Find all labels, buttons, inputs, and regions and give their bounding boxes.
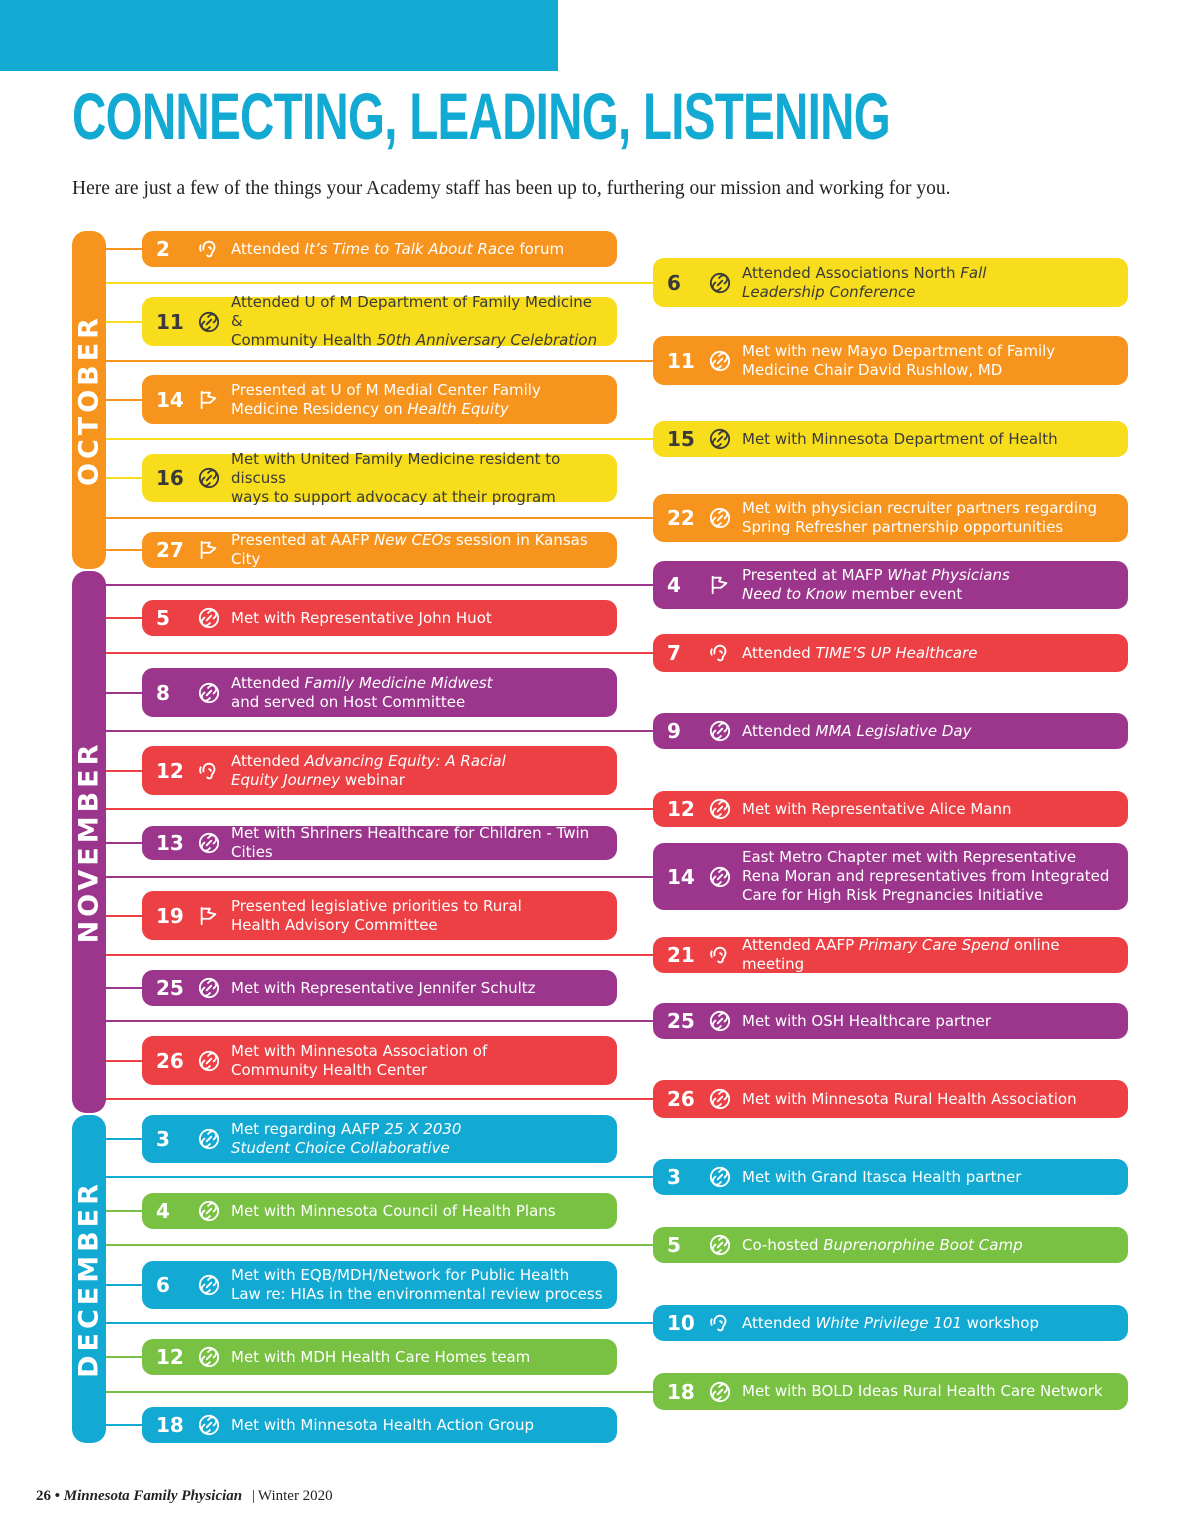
- month-label-december: DECEMBER: [73, 1180, 105, 1378]
- event-day: 11: [156, 309, 184, 334]
- event-title-italic: Student Choice Collaborative: [231, 1139, 450, 1157]
- event-text-segment: Met with United Family Medicine resident to discuss: [231, 449, 561, 487]
- listening-ear-icon: [198, 760, 220, 782]
- event-text-segment: Met with Minnesota Association of: [231, 1041, 488, 1060]
- event-item-november-13: [142, 826, 617, 860]
- event-text-segment: session in Kansas City: [231, 531, 588, 568]
- event-text-segment: Law re: HIAs in the environmental review process: [231, 1285, 603, 1303]
- event-text-segment: Met with BOLD Ideas Rural Health Care Network: [742, 1382, 1103, 1400]
- event-text-segment: Met with EQB/MDH/Network for Public Health: [231, 1266, 570, 1284]
- presenting-flag-icon: [198, 389, 220, 411]
- timeline-connector: [100, 477, 142, 479]
- event-description: [742, 1090, 1077, 1109]
- event-day: 22: [667, 506, 695, 530]
- event-text-segment: and served on Host Committee: [231, 692, 466, 711]
- event-title-italic: Family Medicine Midwest: [304, 673, 493, 692]
- event-day: 18: [156, 1413, 184, 1437]
- event-text-segment: East Metro Chapter met with Representative: [742, 848, 1077, 866]
- event-title-italic: Advancing Equity: A Racial: [304, 751, 506, 770]
- event-day: 12: [667, 797, 695, 821]
- event-day: 25: [667, 1009, 695, 1033]
- event-day: 19: [156, 903, 184, 928]
- event-item-october-14: [142, 375, 617, 424]
- listening-ear-icon: [709, 642, 731, 664]
- connecting-link-icon: [198, 1346, 220, 1368]
- event-title-italic: 50th Anniversary Celebration: [376, 331, 598, 349]
- event-day: 14: [156, 387, 184, 412]
- timeline-connector: [100, 617, 142, 619]
- event-day: 25: [156, 976, 184, 1000]
- timeline-connector: [100, 321, 142, 323]
- event-item-november-25: [653, 1003, 1128, 1039]
- event-description: [742, 430, 1058, 449]
- presenting-flag-icon: [709, 574, 731, 596]
- event-description: [231, 1042, 487, 1080]
- event-item-november-25: [142, 970, 617, 1006]
- event-title-italic: Fall: [960, 263, 987, 282]
- event-text-segment: Medicine Chair David Rushlow, MD: [742, 360, 1003, 379]
- event-item-december-4: [142, 1193, 617, 1229]
- event-title-italic: 25 X 2030: [384, 1120, 462, 1138]
- event-day: 5: [156, 606, 170, 630]
- event-item-december-6: [142, 1261, 617, 1309]
- event-description: [742, 644, 978, 663]
- event-title-italic: Primary Care Spend: [858, 936, 1010, 954]
- timeline-connector: [100, 876, 653, 878]
- event-description: [742, 1314, 1039, 1333]
- event-text-segment: Met with new Mayo Department of Family: [742, 341, 1056, 360]
- event-item-november-4: [653, 561, 1128, 609]
- event-title-italic: MMA Legislative Day: [815, 721, 972, 740]
- event-description: [742, 1382, 1103, 1401]
- connecting-link-icon: [198, 1414, 220, 1436]
- event-day: 7: [667, 641, 681, 665]
- event-item-october-11: [653, 336, 1128, 385]
- timeline-connector: [100, 1424, 142, 1426]
- event-day: 12: [156, 1345, 184, 1369]
- event-day: 6: [156, 1273, 170, 1297]
- connecting-link-icon: [709, 1381, 731, 1403]
- event-description: [231, 381, 541, 419]
- event-description: [742, 1012, 991, 1031]
- event-item-november-12: [653, 791, 1128, 827]
- event-text-segment: Attended: [231, 751, 305, 770]
- event-text-segment: Presented at U of M Medial Center Family: [231, 380, 541, 399]
- event-day: 4: [156, 1199, 170, 1223]
- presenting-flag-icon: [198, 539, 220, 561]
- timeline-connector: [100, 549, 142, 551]
- event-text-segment: Met with Minnesota Department of Health: [742, 429, 1058, 448]
- event-title-italic: White Privilege 101: [815, 1313, 962, 1332]
- event-title-italic: New CEOs: [374, 531, 452, 549]
- event-item-december-3: [142, 1115, 617, 1163]
- timeline-connector: [100, 652, 653, 654]
- event-title-italic: It’s Time to Talk About Race: [304, 239, 515, 258]
- event-description: [231, 240, 564, 259]
- event-text-segment: Met with Minnesota Health Action Group: [231, 1415, 535, 1434]
- event-item-november-19: [142, 891, 617, 940]
- event-text-segment: Presented legislative priorities to Rural: [231, 896, 522, 915]
- presenting-flag-icon: [198, 905, 220, 927]
- timeline-connector: [100, 517, 653, 519]
- event-description: [742, 342, 1055, 380]
- event-item-november-21: [653, 937, 1128, 973]
- event-text-segment: Attended: [231, 239, 305, 258]
- event-description: [231, 674, 493, 712]
- event-day: 4: [667, 573, 681, 597]
- event-item-october-2: [142, 231, 617, 267]
- listening-ear-icon: [709, 1312, 731, 1334]
- month-label-october: OCTOBER: [73, 314, 105, 486]
- event-text-segment: Health Advisory Committee: [231, 915, 438, 934]
- event-item-december-5: [653, 1227, 1128, 1263]
- event-description: [742, 566, 1010, 604]
- event-day: 21: [667, 943, 695, 967]
- event-day: 10: [667, 1311, 695, 1335]
- event-item-december-18: [142, 1407, 617, 1443]
- timeline-connector: [100, 1020, 653, 1022]
- event-text-segment: Met with Shriners Healthcare for Children - Twin Cities: [231, 824, 590, 861]
- event-day: 9: [667, 719, 681, 743]
- event-day: 27: [156, 538, 184, 562]
- event-item-december-12: [142, 1339, 617, 1375]
- event-day: 15: [667, 427, 695, 451]
- event-text-segment: member event: [846, 585, 963, 603]
- event-description: [742, 499, 1097, 537]
- event-text-segment: Met with Representative Jennifer Schultz: [231, 978, 536, 997]
- event-day: 18: [667, 1379, 695, 1404]
- event-title-italic: Equity Journey: [231, 770, 341, 789]
- event-day: 26: [156, 1048, 184, 1073]
- connecting-link-icon: [709, 866, 731, 888]
- event-description: [742, 1168, 1021, 1187]
- event-day: 12: [156, 758, 184, 783]
- listening-ear-icon: [198, 238, 220, 260]
- event-text-segment: Medicine Residency on: [231, 399, 408, 418]
- timeline-connector: [100, 360, 653, 362]
- event-description: [231, 752, 506, 790]
- event-day: 13: [156, 831, 184, 855]
- event-title-italic: TIME’S UP Healthcare: [815, 643, 978, 662]
- event-description: [742, 936, 1116, 974]
- event-description: [231, 1416, 534, 1435]
- event-text-segment: Care for High Risk Pregnancies Initiative: [742, 886, 1044, 904]
- event-day: 8: [156, 680, 170, 705]
- timeline-connector: [100, 1356, 142, 1358]
- event-day: 16: [156, 466, 184, 490]
- connecting-link-icon: [709, 798, 731, 820]
- event-item-november-14: [653, 843, 1128, 910]
- timeline-connector: [100, 584, 653, 586]
- event-text-segment: Spring Refresher partnership opportunities: [742, 518, 1064, 536]
- event-text-segment: Met with Grand Itasca Health partner: [742, 1167, 1022, 1186]
- footer-bullet: •: [54, 1488, 61, 1504]
- event-item-november-9: [653, 713, 1128, 749]
- connecting-link-icon: [709, 1234, 731, 1256]
- timeline-connector: [100, 987, 142, 989]
- event-description: [231, 824, 605, 862]
- event-title-italic: Need to Know: [742, 585, 847, 603]
- page-title: CONNECTING, LEADING, LISTENING: [72, 79, 890, 153]
- event-text-segment: workshop: [961, 1313, 1039, 1332]
- event-title-italic: Health Equity: [407, 399, 509, 418]
- event-day: 3: [156, 1127, 170, 1151]
- event-text-segment: Met with MDH Health Care Homes team: [231, 1347, 531, 1366]
- event-description: [231, 1266, 603, 1304]
- connecting-link-icon: [198, 467, 220, 489]
- event-text-segment: ways to support advocacy at their program: [231, 487, 556, 506]
- event-text-segment: Met with Minnesota Rural Health Association: [742, 1089, 1077, 1108]
- connecting-link-icon: [709, 720, 731, 742]
- timeline-connector: [100, 915, 142, 917]
- event-text-segment: Attended: [742, 1313, 816, 1332]
- timeline-connector: [100, 1391, 653, 1393]
- event-text-segment: Community Health Center: [231, 1060, 428, 1079]
- event-item-november-12: [142, 746, 617, 795]
- page-number: 26: [36, 1488, 51, 1504]
- timeline-connector: [100, 248, 142, 250]
- event-day: 2: [156, 237, 170, 261]
- timeline-connector: [100, 1284, 142, 1286]
- event-item-november-26: [142, 1036, 617, 1085]
- event-text-segment: Attended Associations North: [742, 263, 961, 282]
- listening-ear-icon: [709, 944, 731, 966]
- event-text-segment: Attended U of M Department of Family Medicine &: [231, 293, 593, 330]
- event-title-italic: What Physicians: [887, 566, 1010, 584]
- event-day: 6: [667, 270, 681, 295]
- event-item-december-18: [653, 1373, 1128, 1410]
- timeline-connector: [100, 770, 142, 772]
- connecting-link-icon: [709, 507, 731, 529]
- connecting-link-icon: [709, 1088, 731, 1110]
- event-description: [231, 1348, 530, 1367]
- event-description: [231, 450, 605, 507]
- event-title-italic: Leadership Conference: [742, 282, 916, 301]
- event-item-november-7: [653, 634, 1128, 672]
- event-description: [231, 1202, 556, 1221]
- event-title-italic: Buprenorphine Boot Camp: [823, 1235, 1023, 1254]
- event-day: 26: [667, 1087, 695, 1111]
- connecting-link-icon: [198, 1274, 220, 1296]
- connecting-link-icon: [198, 311, 220, 333]
- page-subtitle: Here are just a few of the things your Academy staff has been up to, furthering our mission and working for you.: [72, 178, 951, 199]
- timeline-connector: [100, 1060, 142, 1062]
- event-text-segment: Attended: [742, 721, 816, 740]
- event-description: [231, 897, 522, 935]
- event-item-december-3: [653, 1159, 1128, 1195]
- event-text-segment: online meeting: [742, 936, 1060, 973]
- event-text-segment: Met regarding AAFP: [231, 1120, 385, 1138]
- event-day: 3: [667, 1165, 681, 1189]
- event-day: 11: [667, 348, 695, 373]
- month-label-november: NOVEMBER: [73, 740, 105, 944]
- timeline-connector: [100, 954, 653, 956]
- connecting-link-icon: [709, 1010, 731, 1032]
- event-text-segment: Met with Representative John Huot: [231, 608, 492, 627]
- connecting-link-icon: [198, 832, 220, 854]
- event-description: [742, 264, 986, 302]
- timeline-connector: [100, 692, 142, 694]
- event-description: [231, 979, 536, 998]
- connecting-link-icon: [198, 1050, 220, 1072]
- event-text-segment: Presented at MAFP: [742, 566, 888, 584]
- event-text-segment: Co-hosted: [742, 1235, 824, 1254]
- event-text-segment: forum: [514, 239, 565, 258]
- connecting-link-icon: [709, 428, 731, 450]
- timeline-connector: [100, 1210, 142, 1212]
- event-item-october-27: [142, 532, 617, 568]
- event-text-segment: Met with Representative Alice Mann: [742, 799, 1012, 818]
- event-item-november-26: [653, 1080, 1128, 1118]
- connecting-link-icon: [198, 1200, 220, 1222]
- event-text-segment: Rena Moran and representatives from Integrated: [742, 867, 1110, 885]
- timeline-connector: [100, 842, 142, 844]
- timeline-connector: [100, 1098, 653, 1100]
- event-text-segment: webinar: [340, 770, 405, 789]
- event-day: 5: [667, 1233, 681, 1257]
- event-text-segment: Attended: [742, 643, 816, 662]
- connecting-link-icon: [709, 1166, 731, 1188]
- timeline-connector: [100, 808, 653, 810]
- event-description: [742, 848, 1109, 905]
- connecting-link-icon: [198, 607, 220, 629]
- connecting-link-icon: [709, 350, 731, 372]
- event-item-november-8: [142, 668, 617, 717]
- event-description: [742, 722, 971, 741]
- event-text-segment: Community Health: [231, 331, 377, 349]
- footer-separator: |: [251, 1488, 255, 1504]
- event-description: [231, 1120, 461, 1158]
- event-text-segment: Attended: [231, 673, 305, 692]
- event-description: [742, 800, 1012, 819]
- event-description: [742, 1236, 1023, 1255]
- event-text-segment: Met with physician recruiter partners regarding: [742, 499, 1098, 517]
- event-item-october-15: [653, 421, 1128, 457]
- timeline-connector: [100, 282, 653, 284]
- event-description: [231, 293, 605, 350]
- event-text-segment: Met with Minnesota Council of Health Plans: [231, 1201, 556, 1220]
- event-text-segment: Presented at AAFP: [231, 531, 375, 549]
- timeline-connector: [100, 438, 653, 440]
- timeline-connector: [100, 1244, 653, 1246]
- event-item-october-6: [653, 258, 1128, 307]
- event-item-october-11: [142, 293, 617, 349]
- event-item-october-16: [142, 449, 617, 506]
- connecting-link-icon: [709, 272, 731, 294]
- timeline-connector: [100, 1322, 653, 1324]
- event-text-segment: Met with OSH Healthcare partner: [742, 1011, 991, 1030]
- event-text-segment: Attended AAFP: [742, 936, 859, 954]
- event-description: [231, 531, 605, 569]
- event-item-october-22: [653, 494, 1128, 542]
- event-day: 14: [667, 864, 695, 889]
- connecting-link-icon: [198, 682, 220, 704]
- timeline-connector: [100, 399, 142, 401]
- event-item-december-10: [653, 1305, 1128, 1341]
- event-item-november-5: [142, 600, 617, 636]
- event-description: [231, 609, 492, 628]
- magazine-name: Minnesota Family Physician: [63, 1488, 243, 1504]
- issue-label: Winter 2020: [257, 1488, 333, 1504]
- connecting-link-icon: [198, 1128, 220, 1150]
- timeline-connector: [100, 730, 653, 732]
- connecting-link-icon: [198, 977, 220, 999]
- page-footer: [36, 1488, 333, 1505]
- timeline-connector: [100, 1138, 142, 1140]
- timeline-connector: [100, 1176, 653, 1178]
